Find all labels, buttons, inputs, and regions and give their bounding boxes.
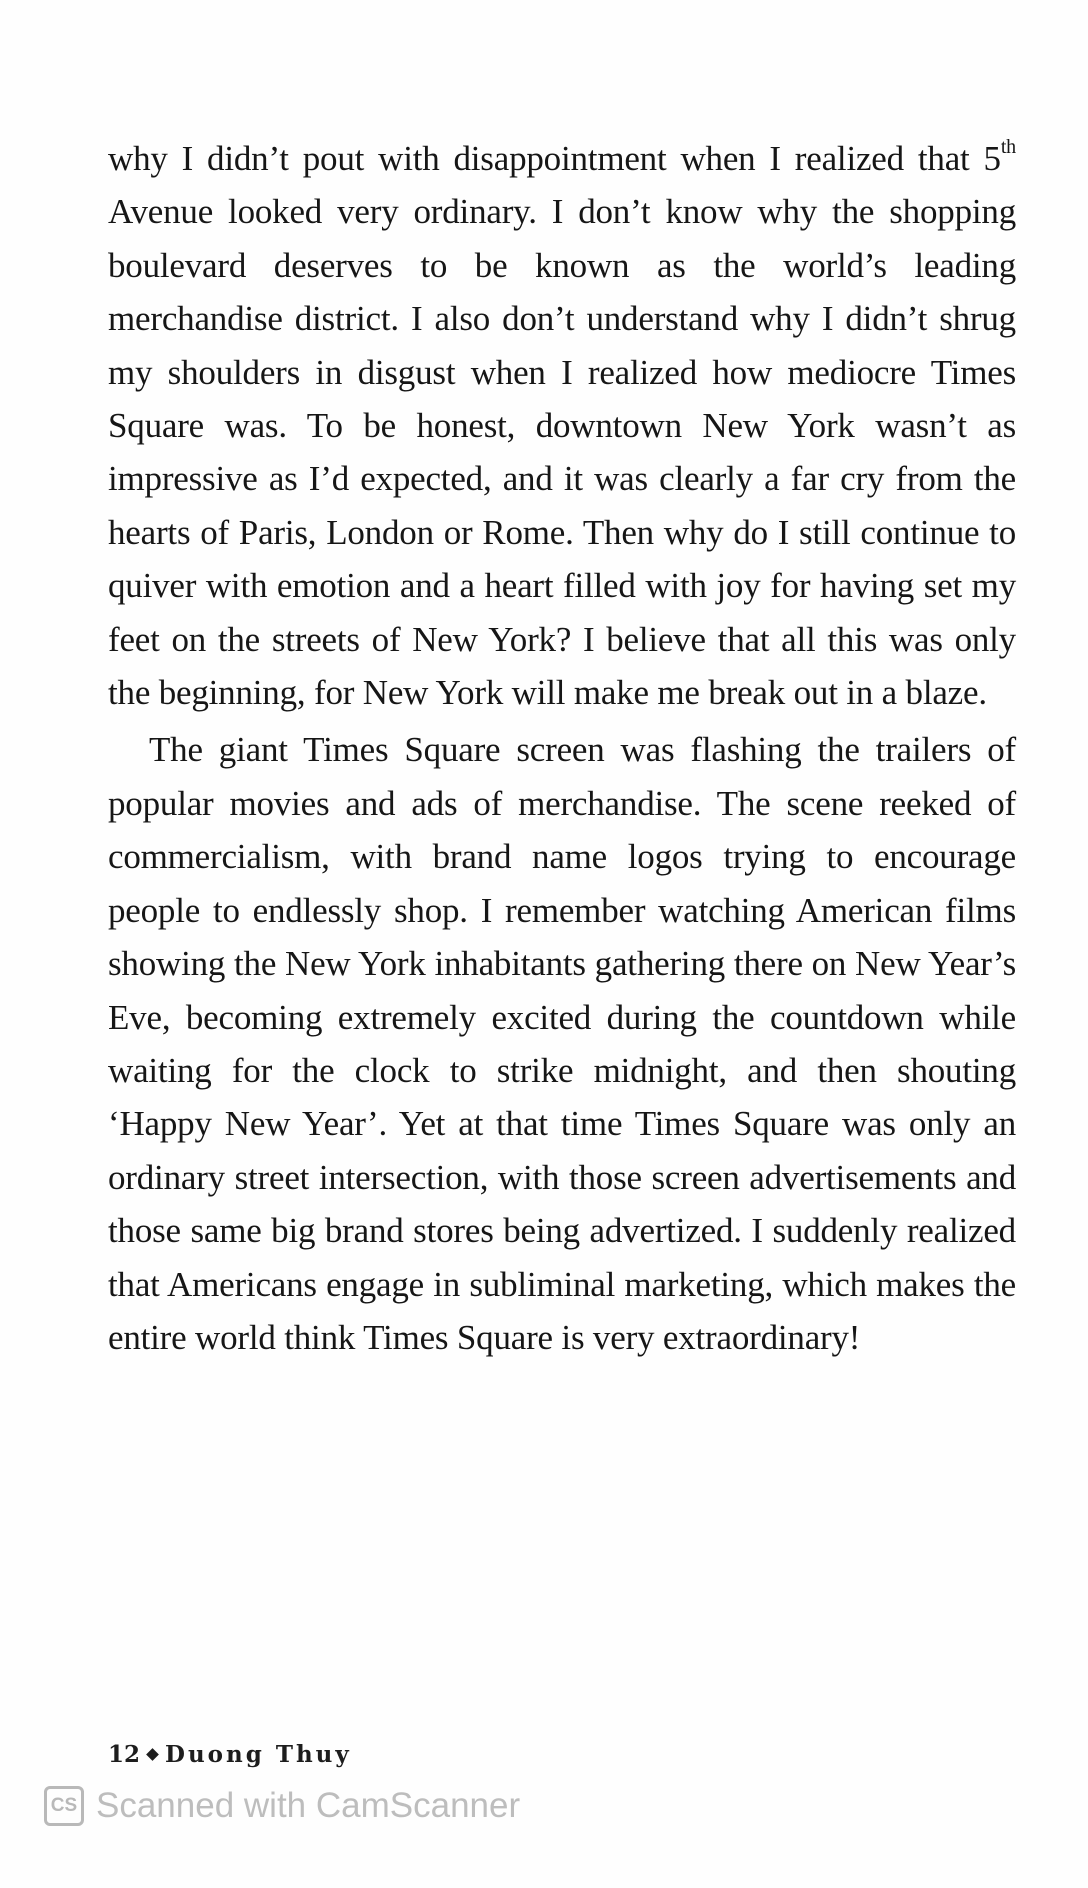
paragraph-1-start: why I didn’t pout with disappointment when I realized that 5 bbox=[108, 139, 1001, 178]
paragraph-1-rest: Avenue looked very ordinary. I don’t know why the shopping boulevard deserves to be known as the world’s leading merchandise district. I also don’t understand why I didn’t shrug my shoulders in disgust when I realized how mediocre Times Square was. To be honest, downtown New York wasn’t as impressive as I’d expected, and it was clearly a far cry from the hearts of Paris, London or Rome. Then why do I still continue to quiver with emotion and a heart filled with joy for having set my feet on the streets of New York? I believe that all this was only the beginning, for New York will make me break out in a blaze. bbox=[108, 192, 1016, 713]
camscanner-logo-icon: CS bbox=[44, 1786, 84, 1826]
body-text bbox=[108, 132, 1016, 1364]
scanner-watermark bbox=[44, 1786, 520, 1826]
watermark-text: Scanned with CamScanner bbox=[96, 1786, 521, 1825]
author-name: Duong Thuy bbox=[165, 1741, 352, 1768]
paragraph-2: The giant Times Square screen was flashing the trailers of popular movies and ads of merchandise. The scene reeked of commercialism, with brand name logos trying to encourage people to endlessly shop. I remember watching American films showing the New York inhabitants gathering there on New Year’s Eve, becoming extremely excited during the countdown while waiting for the clock to strike midnight, and then shouting ‘Happy New Year’. Yet at that time Times Square was only an ordinary street intersection, with those screen advertisements and those same big brand stores being advertized. I suddenly realized that Americans engage in subliminal marketing, which makes the entire world think Times Square is very extraordinary! bbox=[108, 730, 1016, 1357]
paragraph-1 bbox=[108, 132, 1016, 719]
page-number: 12 bbox=[108, 1741, 141, 1768]
ordinal-suffix: th bbox=[1000, 136, 1016, 159]
page-footer bbox=[108, 1741, 352, 1768]
diamond-icon bbox=[146, 1748, 159, 1761]
